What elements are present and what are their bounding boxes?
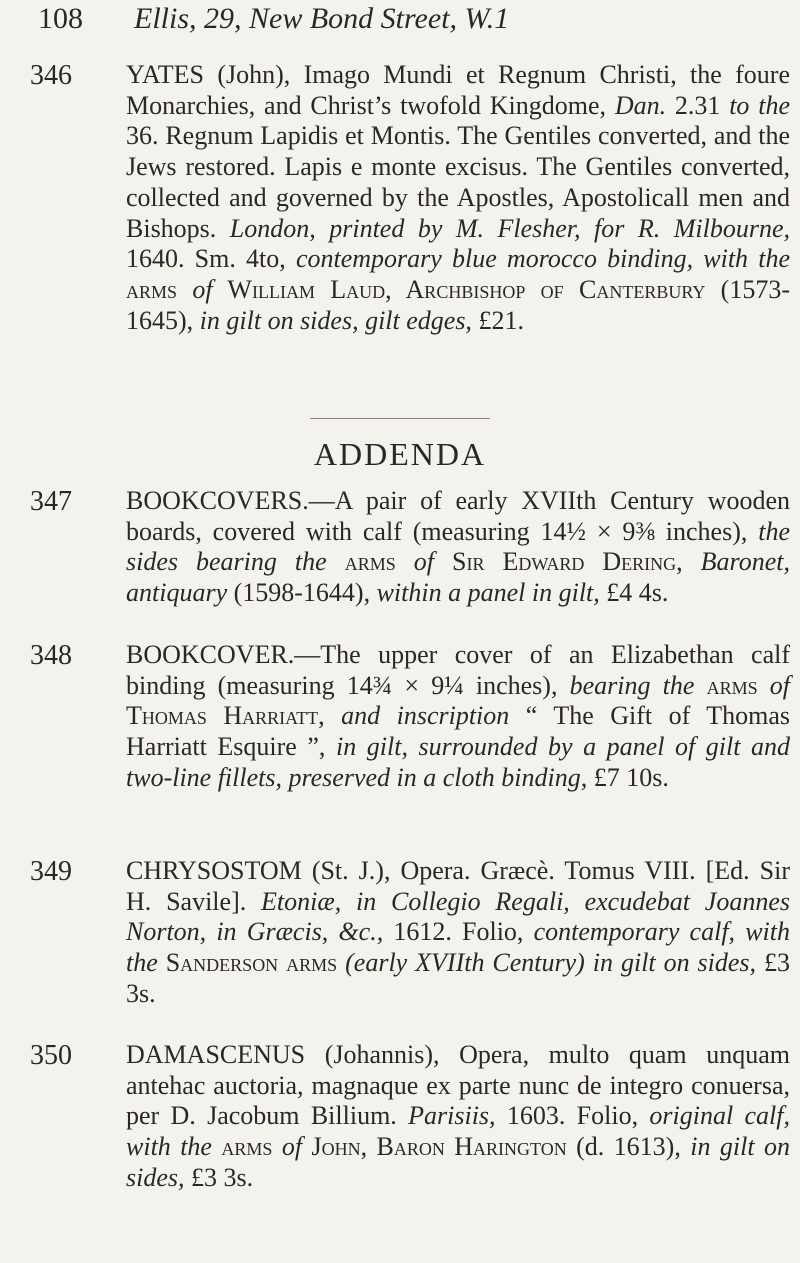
text-run: to the [729, 90, 790, 120]
lot-number: 350 [30, 1040, 72, 1071]
lot-number: 347 [30, 486, 72, 517]
text-run: London, printed by M. Flesher, for R. Milbourne, [229, 213, 790, 243]
text-run: arms [326, 547, 414, 577]
running-head: Ellis, 29, New Bond Street, W.1 [134, 2, 510, 35]
entry-description [126, 60, 790, 336]
text-run: Sir Edward Dering, [433, 547, 683, 577]
text-run: contemporary calf, with the [126, 917, 790, 978]
text-run: arms [126, 274, 193, 304]
text-run: Etoniæ, in Collegio Regali, excudebat Joannes Norton, in Græcis, &c., [126, 886, 790, 947]
lot-number: 346 [30, 60, 72, 91]
text-run: “ The Gift of Thomas Harriatt Esquire ”, [126, 701, 791, 762]
lot-number: 349 [30, 856, 72, 887]
text-run: of [281, 1132, 303, 1162]
entry-description [126, 856, 790, 1010]
text-run: BOOKCOVER.—The upper cover of an Elizabethan calf binding (measuring 14¾ × 9¼ inches), [126, 640, 790, 700]
text-run: arms [694, 670, 770, 700]
text-run: Parisiis, [408, 1101, 496, 1131]
entry-description [126, 1040, 790, 1194]
text-run: £3 3s. [184, 1162, 254, 1192]
text-run: the sides bearing the [126, 516, 790, 577]
text-run: Baronet, antiquary [126, 547, 790, 608]
text-run: BOOKCOVERS.—A pair of early XVIIth Century wooden boards, covered with calf (measuring 14½ × 9⅜ inches), [126, 486, 790, 546]
text-run: Thomas Harriatt, [126, 701, 325, 731]
catalogue-entry-346 [30, 60, 790, 336]
text-run: William Laud, Archbishop of Canterbury [212, 274, 706, 304]
text-run: 36. Regnum Lapidis et Montis. The Gentiles converted, and the Jews restored. Lapis e monte excisus. The Gentiles converted, collected and governed by the Apostles, Apostolicall men and Bishops. [126, 121, 790, 243]
addenda-heading: ADDENDA [313, 436, 487, 472]
text-run: (1598-1644), [227, 578, 377, 608]
entry-description [126, 486, 790, 609]
text-run: £21. [471, 305, 524, 335]
text-run: of [769, 670, 790, 700]
text-run: in gilt on sides, [126, 1132, 790, 1192]
text-run: YATES (John), Imago Mundi et Regnum Christi, the foure Monarchies, and Christ’s twofold Kingdome, [126, 60, 790, 120]
text-run: and inscription [324, 701, 510, 731]
catalogue-entry-349 [30, 856, 790, 1010]
text-run: £7 10s. [587, 762, 669, 792]
text-run: 1612. Folio, [383, 917, 534, 947]
catalogue-entry-347 [30, 486, 790, 609]
lot-number: 348 [30, 640, 72, 671]
text-run: bearing the [569, 670, 695, 700]
text-run: 2.31 [666, 90, 730, 120]
section-divider [310, 418, 490, 419]
text-run: £4 4s. [599, 578, 669, 608]
text-run: (d. 1613), [566, 1132, 691, 1162]
text-run: in gilt on sides, gilt edges, [199, 305, 472, 335]
text-run: 1640. Sm. 4to, [126, 244, 296, 274]
text-run: (early XVIIth Century) in gilt on sides, [345, 948, 757, 978]
text-run: (1573-1645), [126, 274, 790, 335]
text-run: within a panel in gilt, [376, 578, 600, 608]
entry-description [126, 640, 790, 794]
text-run: contemporary blue morocco binding, with the [295, 244, 790, 274]
text-run: arms [211, 1132, 282, 1162]
catalogue-entry-348 [30, 640, 790, 794]
text-run: Sanderson arms [157, 948, 346, 978]
text-run: DAMASCENUS (Johannis), Opera, multo quam unquam antehac auctoria, magnaque ex parte nunc de integro conuersa, per D. Jacobum Billium. [126, 1040, 790, 1131]
text-run: of [413, 547, 434, 577]
page-number: 108 [38, 2, 83, 35]
text-run: £3 3s. [126, 948, 790, 1008]
catalogue-entry-350 [30, 1040, 790, 1194]
text-run: original calf, with the [126, 1101, 790, 1162]
text-run: CHRYSOSTOM (St. J.), Opera. Græcè. Tomus VIII. [Ed. Sir H. Savile]. [126, 856, 790, 916]
text-run: 1603. Folio, [495, 1101, 650, 1131]
text-run: of [192, 274, 213, 304]
text-run: Dan. [614, 90, 667, 120]
text-run: John, Baron Harington [302, 1132, 567, 1162]
text-run: in gilt, surrounded by a panel of gilt and two-line fillets, preserved in a cloth binding, [126, 732, 790, 792]
